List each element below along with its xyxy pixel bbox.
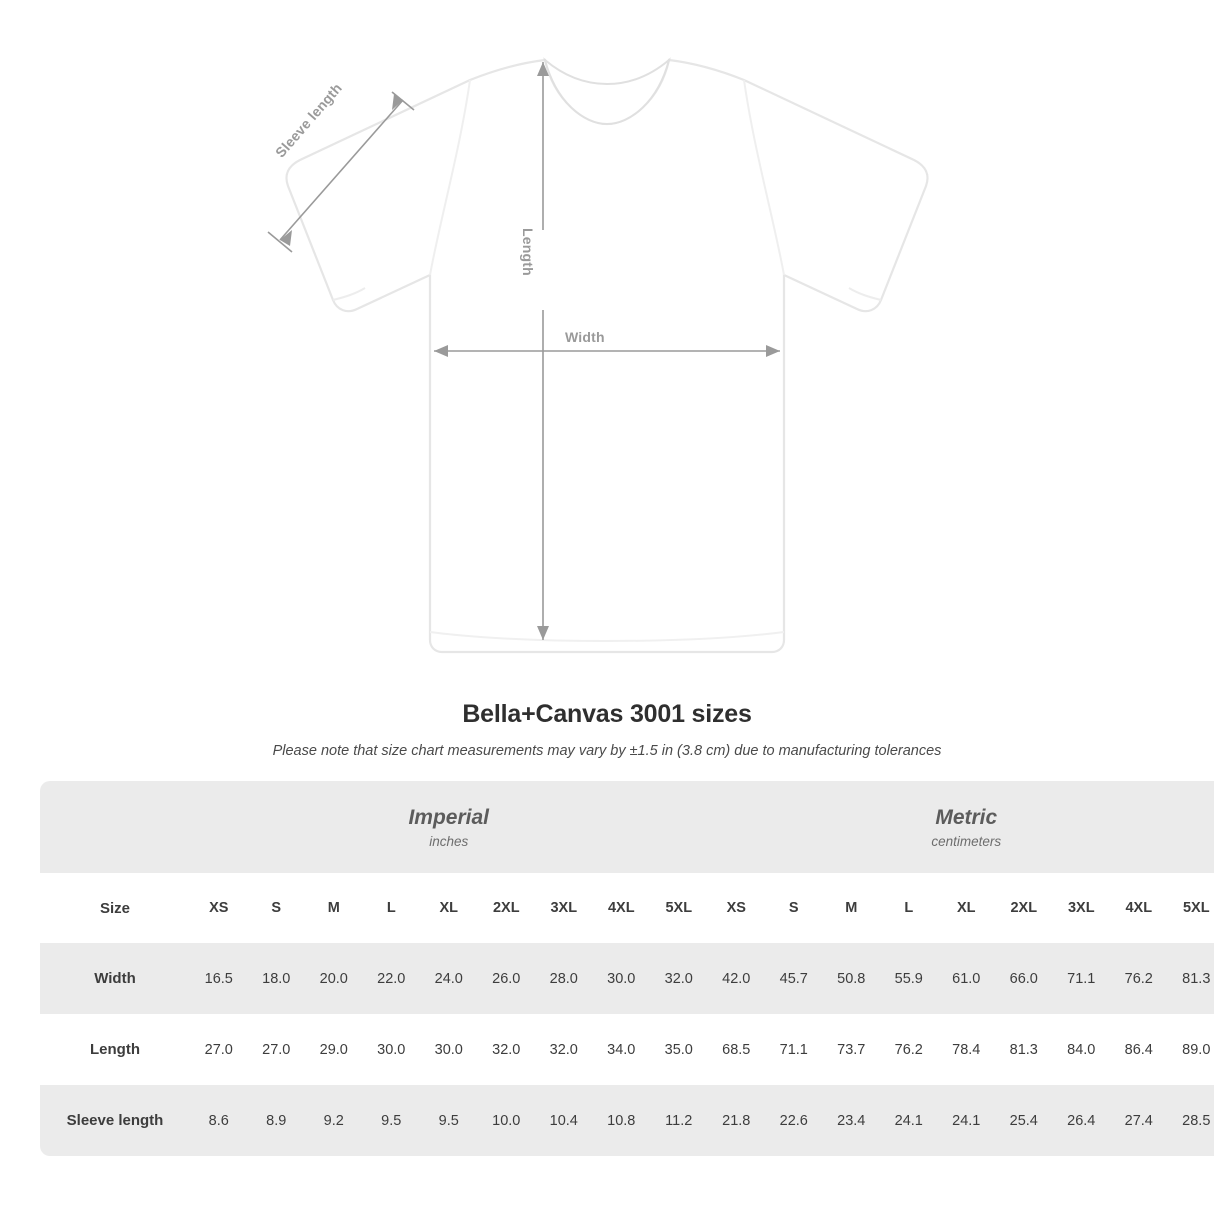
size-header-cell: L bbox=[880, 873, 938, 943]
size-header-cell: XL bbox=[938, 873, 996, 943]
table-cell: 24.1 bbox=[938, 1085, 996, 1156]
table-cell: 78.4 bbox=[938, 1014, 996, 1085]
table-cell: 84.0 bbox=[1053, 1014, 1111, 1085]
size-header-cell: 2XL bbox=[478, 873, 536, 943]
table-cell: 24.0 bbox=[420, 943, 478, 1014]
table-cell: 10.0 bbox=[478, 1085, 536, 1156]
unit-group-metric-sub: centimeters bbox=[931, 833, 1002, 849]
table-cell: 66.0 bbox=[995, 943, 1053, 1014]
size-header-cell: XL bbox=[420, 873, 478, 943]
unit-group-metric-name: Metric bbox=[935, 805, 998, 829]
length-label: Length bbox=[520, 228, 536, 276]
table-cell: 32.0 bbox=[478, 1014, 536, 1085]
table-cell: 26.0 bbox=[478, 943, 536, 1014]
unit-group-imperial-sub: inches bbox=[429, 833, 469, 849]
table-cell: 89.0 bbox=[1168, 1014, 1214, 1085]
table-cell: 9.5 bbox=[420, 1085, 478, 1156]
size-header-cell: XS bbox=[708, 873, 766, 943]
title-block bbox=[0, 700, 1214, 759]
table-cell: 61.0 bbox=[938, 943, 996, 1014]
size-header-cell: XS bbox=[190, 873, 248, 943]
table-cell: 21.8 bbox=[708, 1085, 766, 1156]
size-header-label: Size bbox=[40, 873, 190, 943]
table-cell: 22.0 bbox=[363, 943, 421, 1014]
table-cell: 32.0 bbox=[650, 943, 708, 1014]
table-cell: 11.2 bbox=[650, 1085, 708, 1156]
table-cell: 10.8 bbox=[593, 1085, 651, 1156]
table-cell: 50.8 bbox=[823, 943, 881, 1014]
size-header-row bbox=[40, 873, 1214, 943]
table-cell: 32.0 bbox=[535, 1014, 593, 1085]
table-cell: 45.7 bbox=[765, 943, 823, 1014]
table-cell: 29.0 bbox=[305, 1014, 363, 1085]
table-cell: 24.1 bbox=[880, 1085, 938, 1156]
table-row bbox=[40, 943, 1214, 1014]
table-cell: 20.0 bbox=[305, 943, 363, 1014]
size-header-cell: M bbox=[823, 873, 881, 943]
size-header-cell: 2XL bbox=[995, 873, 1053, 943]
size-header-cell: 5XL bbox=[1168, 873, 1214, 943]
table-cell: 28.0 bbox=[535, 943, 593, 1014]
unit-group-imperial-name: Imperial bbox=[408, 805, 490, 829]
table-cell: 16.5 bbox=[190, 943, 248, 1014]
table-cell: 10.4 bbox=[535, 1085, 593, 1156]
table-cell: 76.2 bbox=[880, 1014, 938, 1085]
measurement-note: Please note that size chart measurements may vary by ±1.5 in (3.8 cm) due to manufacturing tolerances bbox=[272, 743, 942, 759]
table-cell: 71.1 bbox=[1053, 943, 1111, 1014]
table-cell: 81.3 bbox=[1168, 943, 1214, 1014]
table-cell: 30.0 bbox=[593, 943, 651, 1014]
table-cell: 26.4 bbox=[1053, 1085, 1111, 1156]
table-cell: 25.4 bbox=[995, 1085, 1053, 1156]
size-table-wrapper bbox=[40, 781, 1211, 1156]
table-cell: 30.0 bbox=[420, 1014, 478, 1085]
row-label-length: Length bbox=[40, 1014, 190, 1085]
table-cell: 68.5 bbox=[708, 1014, 766, 1085]
unit-group-row bbox=[40, 781, 1214, 873]
tshirt-shape bbox=[287, 60, 928, 652]
table-row bbox=[40, 1085, 1214, 1156]
table-cell: 18.0 bbox=[248, 943, 306, 1014]
table-cell: 73.7 bbox=[823, 1014, 881, 1085]
table-cell: 30.0 bbox=[363, 1014, 421, 1085]
size-header-cell: 4XL bbox=[1110, 873, 1168, 943]
table-cell: 22.6 bbox=[765, 1085, 823, 1156]
table-cell: 86.4 bbox=[1110, 1014, 1168, 1085]
size-header-cell: L bbox=[363, 873, 421, 943]
unit-group-metric bbox=[708, 781, 1214, 873]
table-cell: 27.0 bbox=[190, 1014, 248, 1085]
table-cell: 27.0 bbox=[248, 1014, 306, 1085]
size-header-cell: 3XL bbox=[535, 873, 593, 943]
table-cell: 35.0 bbox=[650, 1014, 708, 1085]
table-cell: 23.4 bbox=[823, 1085, 881, 1156]
page-title: Bella+Canvas 3001 sizes bbox=[462, 700, 752, 728]
unit-group-imperial bbox=[190, 781, 708, 873]
size-header-cell: 3XL bbox=[1053, 873, 1111, 943]
table-cell: 71.1 bbox=[765, 1014, 823, 1085]
table-cell: 42.0 bbox=[708, 943, 766, 1014]
row-label-sleeve-length: Sleeve length bbox=[40, 1085, 190, 1156]
size-header-cell: 4XL bbox=[593, 873, 651, 943]
table-cell: 8.6 bbox=[190, 1085, 248, 1156]
table-cell: 9.2 bbox=[305, 1085, 363, 1156]
size-header-cell: 5XL bbox=[650, 873, 708, 943]
width-label: Width bbox=[565, 329, 605, 345]
table-cell: 76.2 bbox=[1110, 943, 1168, 1014]
table-cell: 28.5 bbox=[1168, 1085, 1214, 1156]
size-header-cell: M bbox=[305, 873, 363, 943]
sleeve-length-label: Sleeve length bbox=[272, 79, 345, 161]
size-header-cell: S bbox=[248, 873, 306, 943]
table-cell: 8.9 bbox=[248, 1085, 306, 1156]
size-header-cell: S bbox=[765, 873, 823, 943]
table-cell: 9.5 bbox=[363, 1085, 421, 1156]
table-cell: 27.4 bbox=[1110, 1085, 1168, 1156]
table-cell: 55.9 bbox=[880, 943, 938, 1014]
row-label-width: Width bbox=[40, 943, 190, 1014]
unit-group-spacer bbox=[40, 781, 190, 873]
size-table bbox=[40, 781, 1214, 1156]
table-cell: 81.3 bbox=[995, 1014, 1053, 1085]
table-cell: 34.0 bbox=[593, 1014, 651, 1085]
table-row bbox=[40, 1014, 1214, 1085]
